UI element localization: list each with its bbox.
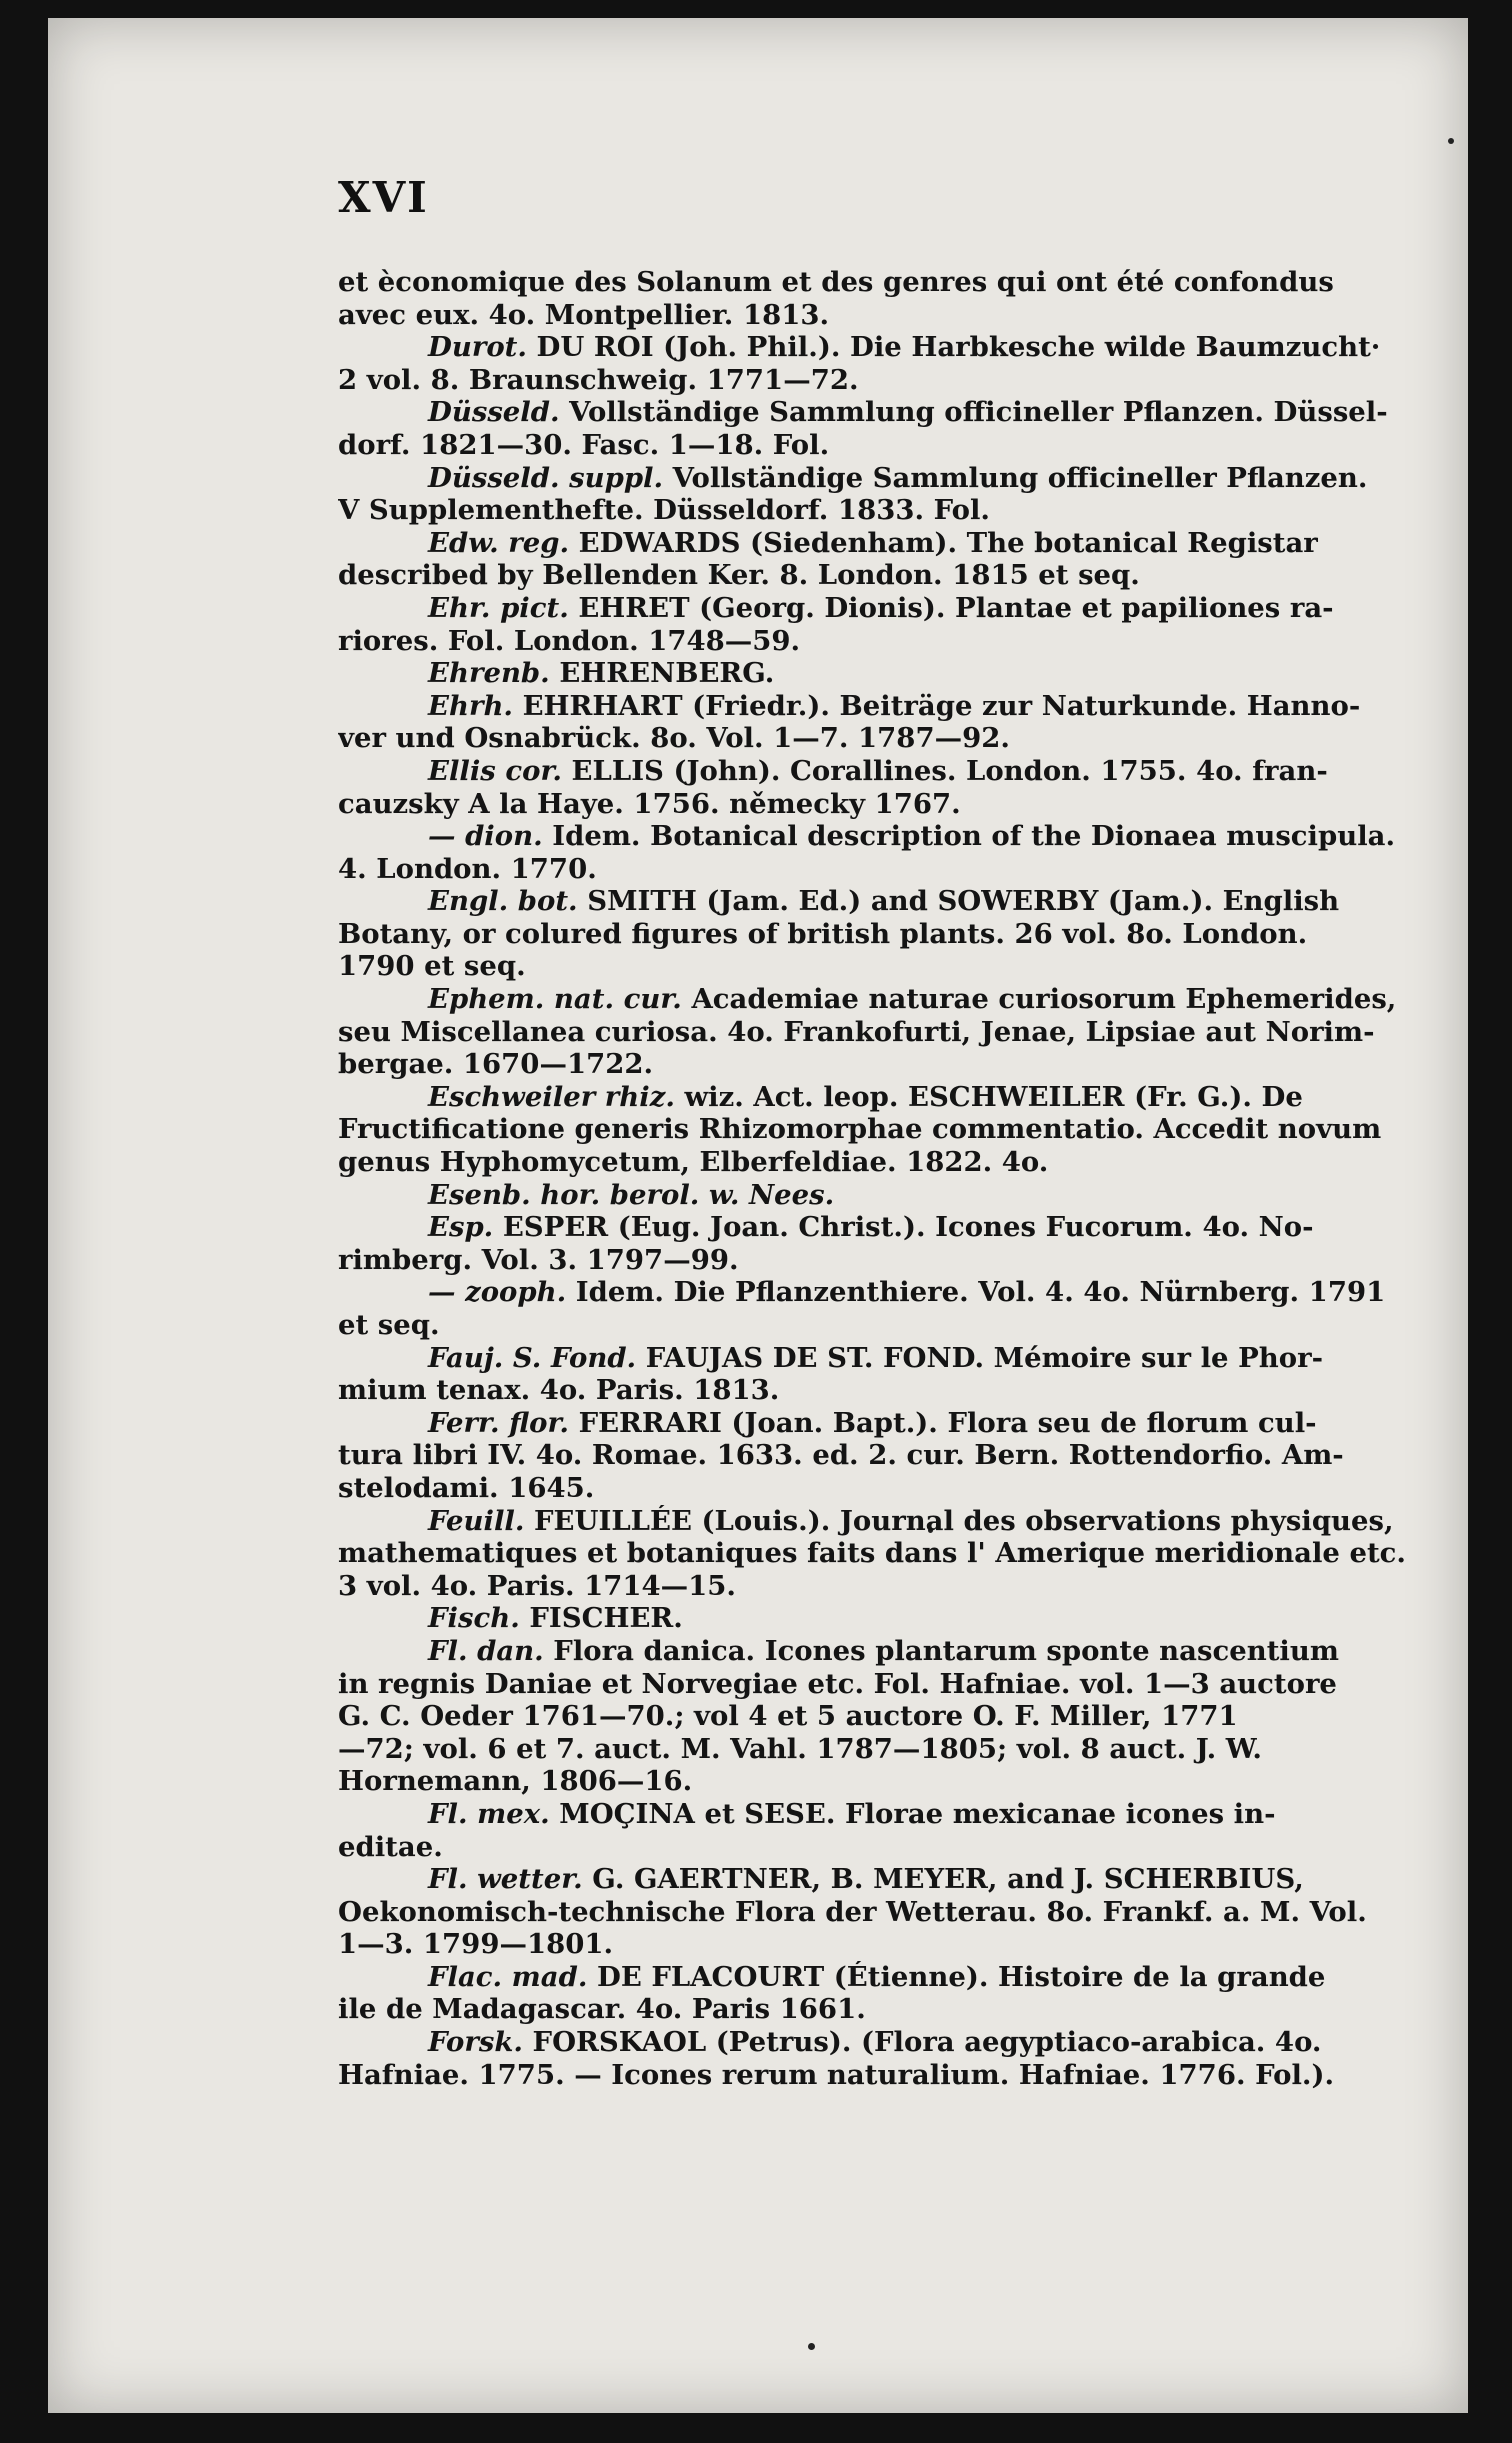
entry-abbreviation: Flac. mad. [428, 1960, 588, 1993]
entry-text: FEUILLÉE (Louis.). Journal des observations physiques, [524, 1504, 1394, 1537]
bibliography-line [338, 1570, 1468, 1603]
entry-text: Idem. Die Pflanzenthiere. Vol. 4. 4o. Nürnberg. 1791 [566, 1276, 1386, 1309]
bibliography-line [338, 1374, 1468, 1407]
bibliography-line [338, 1831, 1468, 1864]
bibliography-entry [338, 527, 1468, 560]
bibliography-line [338, 1146, 1468, 1179]
bibliography-line [338, 1244, 1468, 1277]
entry-text: SMITH (Jam. Ed.) and SOWERBY (Jam.). English [577, 885, 1340, 918]
bibliography-line [338, 1537, 1468, 1570]
entry-abbreviation: — dion. [428, 820, 543, 853]
bibliography-line [338, 1439, 1468, 1472]
entry-abbreviation: Esp. [428, 1211, 494, 1244]
entry-text: Vollständige Sammlung officineller Pflanzen. Düssel- [559, 396, 1388, 429]
entry-text: described by Bellenden Ker. 8. London. 1815 et seq. [338, 559, 1140, 592]
entry-abbreviation: Düsseld. [428, 396, 560, 429]
entry-text: 3 vol. 4o. Paris. 1714—15. [338, 1569, 736, 1602]
entry-text: FAUJAS DE ST. FOND. Mémoire sur le Phor- [636, 1341, 1324, 1374]
bibliography-entry [338, 1961, 1468, 1994]
bibliography-line [338, 1309, 1468, 1342]
bibliography-line [338, 1733, 1468, 1766]
entry-text: 1—3. 1799—1801. [338, 1928, 614, 1961]
entry-text: DU ROI (Joh. Phil.). Die Harbkesche wilde Baumzucht· [526, 331, 1381, 364]
bibliography-entry [338, 1276, 1468, 1309]
bibliography-line [338, 364, 1468, 397]
entry-text: mium tenax. 4o. Paris. 1813. [338, 1374, 780, 1407]
entry-text: DE FLACOURT (Étienne). Histoire de la grande [587, 1960, 1326, 1993]
entry-text: Hornemann, 1806—16. [338, 1765, 693, 1798]
bibliography-line [338, 950, 1468, 983]
bibliography-line [338, 1993, 1468, 2026]
bibliography-line [338, 2059, 1468, 2092]
entry-abbreviation: Forsk. [428, 2026, 523, 2059]
entry-text: G. GAERTNER, B. MEYER, and J. SCHERBIUS, [582, 1863, 1304, 1896]
bibliography-entry [338, 1211, 1468, 1244]
bibliography-line [338, 722, 1468, 755]
bibliography-line [338, 1016, 1468, 1049]
entry-abbreviation: Fl. dan. [428, 1634, 544, 1667]
entry-text: —72; vol. 6 et 7. auct. M. Vahl. 1787—1805; vol. 8 auct. J. W. [338, 1732, 1262, 1765]
entry-abbreviation: Ferr. flor. [428, 1406, 569, 1439]
bibliography-entry [338, 1179, 1468, 1212]
entry-text: G. C. Oeder 1761—70.; vol 4 et 5 auctore O. F. Miller, 1771 [338, 1700, 1238, 1733]
entry-text: 1790 et seq. [338, 950, 526, 983]
entry-text: rimberg. Vol. 3. 1797—99. [338, 1243, 739, 1276]
entry-text: EHRHART (Friedr.). Beiträge zur Naturkunde. Hanno- [513, 689, 1361, 722]
entry-text: Idem. Botanical description of the Dionaea muscipula. [542, 820, 1396, 853]
entry-text: in regnis Daniae et Norvegiae etc. Fol. Hafniae. vol. 1—3 auctore [338, 1667, 1337, 1700]
bibliography-entry [338, 2026, 1468, 2059]
entry-text: stelodami. 1645. [338, 1471, 595, 1504]
entry-text: tura libri IV. 4o. Romae. 1633. ed. 2. cur. Bern. Rottendorfio. Am- [338, 1439, 1344, 1472]
bibliography-entry [338, 690, 1468, 723]
entry-text: EHRET (Georg. Dionis). Plantae et papiliones ra- [568, 591, 1334, 624]
entry-text: 2 vol. 8. Braunschweig. 1771—72. [338, 363, 859, 396]
entry-text: ELLIS (John). Corallines. London. 1755. 4o. fran- [561, 754, 1328, 787]
bibliography-line [338, 918, 1468, 951]
entry-text: riores. Fol. London. 1748—59. [338, 624, 801, 657]
entry-text: bergae. 1670—1722. [338, 1048, 654, 1081]
entry-abbreviation: Fisch. [428, 1602, 520, 1635]
bibliography-entry [338, 1798, 1468, 1831]
entry-text: avec eux. 4o. Montpellier. 1813. [338, 298, 830, 331]
bibliography-entry [338, 1505, 1468, 1538]
entry-abbreviation: Ehrh. [428, 689, 514, 722]
bibliography-entry [338, 592, 1468, 625]
entry-text: ver und Osnabrück. 8o. Vol. 1—7. 1787—92. [338, 722, 1010, 755]
entry-text: wiz. Act. leop. ESCHWEILER (Fr. G.). De [674, 1080, 1303, 1113]
entry-abbreviation: Esenb. hor. berol. w. Nees. [428, 1178, 835, 1211]
bibliography-entry [338, 1863, 1468, 1896]
entry-text: EDWARDS (Siedenham). The botanical Registar [569, 526, 1318, 559]
entry-text: et èconomique des Solanum et des genres qui ont été confondus [338, 266, 1334, 298]
bibliography-line [338, 1472, 1468, 1505]
entry-text: mathematiques et botaniques faits dans l' Amerique meridionale etc. [338, 1537, 1406, 1570]
entry-text: EHRENBERG. [549, 657, 775, 690]
entry-abbreviation: Düsseld. suppl. [428, 461, 664, 494]
entry-text: V Supplementhefte. Düsseldorf. 1833. Fol. [338, 494, 990, 527]
entry-text: Academiae naturae curiosorum Ephemerides, [681, 983, 1397, 1016]
bibliography-entry [338, 462, 1468, 495]
bibliography-line [338, 1668, 1468, 1701]
bibliography-entry [338, 396, 1468, 429]
entry-text: FERRARI (Joan. Bapt.). Flora seu de florum cul- [569, 1406, 1317, 1439]
entry-abbreviation: Ehrenb. [428, 657, 550, 690]
entry-text: MOÇINA et SESE. Florae mexicanae icones in- [549, 1797, 1276, 1830]
page-number: XVI [338, 173, 429, 222]
bibliography-line [338, 1765, 1468, 1798]
entry-text: ile de Madagascar. 4o. Paris 1661. [338, 1993, 866, 2026]
bibliography-entry [338, 657, 1468, 690]
entry-text: ESPER (Eug. Joan. Christ.). Icones Fucorum. 4o. No- [493, 1211, 1314, 1244]
entry-abbreviation: Ehr. pict. [428, 591, 569, 624]
entry-text: cauzsky A la Haye. 1756. německy 1767. [338, 787, 961, 820]
bibliography-entry [338, 755, 1468, 788]
bibliography-line [338, 266, 1468, 299]
bibliography-line [338, 788, 1468, 821]
scan-speck [808, 2343, 815, 2350]
entry-abbreviation: Fl. mex. [428, 1797, 550, 1830]
entry-text: et seq. [338, 1309, 440, 1341]
entry-abbreviation: Feuill. [428, 1504, 525, 1537]
entry-text: Flora danica. Icones plantarum sponte nascentium [543, 1634, 1339, 1667]
entry-abbreviation: Ephem. nat. cur. [428, 983, 682, 1016]
entry-text: FISCHER. [519, 1602, 683, 1635]
entry-abbreviation: — zooph. [428, 1276, 567, 1309]
bibliography-line [338, 1113, 1468, 1146]
bibliography-line [338, 299, 1468, 332]
entry-text: Fructificatione generis Rhizomorphae commentatio. Accedit novum [338, 1113, 1382, 1146]
book-page [48, 18, 1468, 2413]
bibliography-line [338, 1048, 1468, 1081]
scan-speck [1448, 138, 1454, 144]
entry-text: genus Hyphomycetum, Elberfeldiae. 1822. 4o. [338, 1146, 1049, 1179]
bibliography-line [338, 1700, 1468, 1733]
bibliography-entry [338, 983, 1468, 1016]
entry-text: 4. London. 1770. [338, 852, 597, 885]
bibliography-entry [338, 1342, 1468, 1375]
bibliography-entry [338, 1635, 1468, 1668]
entry-text: Hafniae. 1775. — Icones rerum naturalium. Hafniae. 1776. Fol.). [338, 2058, 1335, 2091]
entry-abbreviation: Engl. bot. [428, 885, 578, 918]
entry-abbreviation: Fauj. S. Fond. [428, 1341, 637, 1374]
bibliography-entry [338, 1081, 1468, 1114]
bibliography-line [338, 559, 1468, 592]
entry-text: Oekonomisch-technische Flora der Wetterau. 8o. Frankf. a. M. Vol. [338, 1895, 1367, 1928]
bibliography-line [338, 1896, 1468, 1929]
bibliography-entry [338, 1602, 1468, 1635]
entry-text: seu Miscellanea curiosa. 4o. Frankofurti, Jenae, Lipsiae aut Norim- [338, 1015, 1375, 1048]
entry-text: Vollständige Sammlung officineller Pflanzen. [663, 461, 1368, 494]
bibliography-entry [338, 820, 1468, 853]
bibliography-entry [338, 331, 1468, 364]
bibliography-line [338, 853, 1468, 886]
entry-abbreviation: Fl. wetter. [428, 1863, 583, 1896]
bibliography-line [338, 625, 1468, 658]
entry-abbreviation: Durot. [428, 331, 527, 364]
bibliography-text [338, 266, 1468, 2091]
entry-abbreviation: Eschweiler rhiz. [428, 1080, 675, 1113]
entry-text: dorf. 1821—30. Fasc. 1—18. Fol. [338, 428, 830, 461]
bibliography-line [338, 1928, 1468, 1961]
entry-abbreviation: Ellis cor. [428, 754, 562, 787]
entry-text: FORSKAOL (Petrus). (Flora aegyptiaco-arabica. 4o. [522, 2026, 1322, 2059]
bibliography-entry [338, 1407, 1468, 1440]
bibliography-line [338, 429, 1468, 462]
entry-abbreviation: Edw. reg. [428, 526, 570, 559]
entry-text: Botany, or colured figures of british plants. 26 vol. 8o. London. [338, 917, 1308, 950]
bibliography-entry [338, 885, 1468, 918]
entry-text: editae. [338, 1830, 443, 1863]
bibliography-line [338, 494, 1468, 527]
